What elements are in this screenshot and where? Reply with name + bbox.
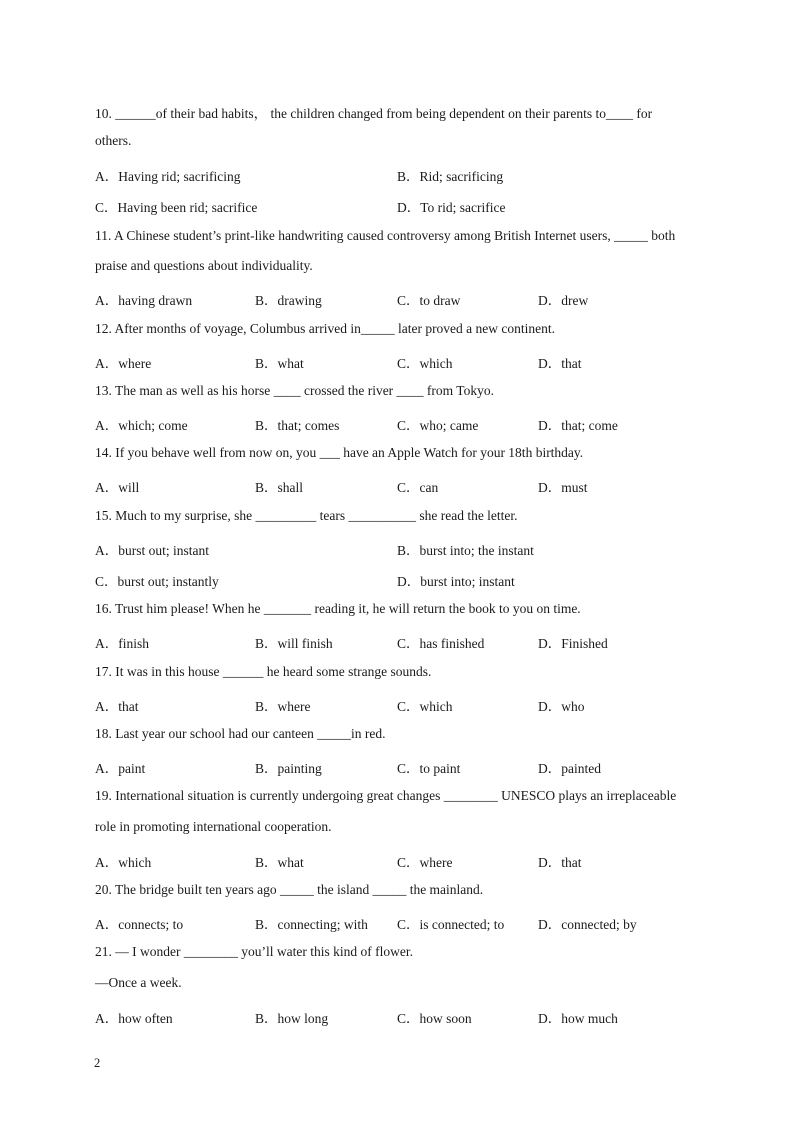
question-15-option-a: A．burst out; instant — [95, 543, 209, 558]
question-21-option-a: A．how often — [95, 1011, 173, 1026]
question-12-stem: 12. After months of voyage, Columbus arrived in_____ later proved a new continent. — [95, 321, 556, 336]
question-15-option-c: C．burst out; instantly — [95, 574, 219, 589]
question-21-answer-line: —Once a week. — [95, 975, 182, 990]
question-15-option-d: D．burst into; instant — [397, 574, 515, 589]
question-21-option-b: B．how long — [255, 1011, 329, 1026]
question-11-option-b: B．drawing — [255, 293, 322, 308]
question-14-option-b: B．shall — [255, 480, 304, 495]
question-13-option-b: B．that; comes — [255, 418, 340, 433]
question-13-option-a: A．which; come — [95, 418, 188, 433]
question-16-option-d: D．Finished — [538, 636, 608, 651]
question-16-option-c: C．has finished — [397, 636, 485, 651]
question-19-option-d: D．that — [538, 855, 582, 870]
question-14-stem: 14. If you behave well from now on, you ___ have an Apple Watch for your 18th birthday. — [95, 445, 584, 460]
question-15-option-b: B．burst into; the instant — [397, 543, 534, 558]
question-18-option-b: B．painting — [255, 761, 322, 776]
question-12-option-b: B．what — [255, 356, 304, 371]
question-10-option-c: C．Having been rid; sacrifice — [95, 200, 258, 215]
question-19-stem-cont: role in promoting international cooperation. — [95, 819, 332, 834]
question-17-stem: 17. It was in this house ______ he heard some strange sounds. — [95, 664, 432, 679]
question-11-stem-cont: praise and questions about individuality. — [95, 258, 313, 273]
question-17-option-d: D．who — [538, 699, 585, 714]
question-17-option-b: B．where — [255, 699, 311, 714]
question-12-option-c: C．which — [397, 356, 453, 371]
question-10-option-d: D．To rid; sacrifice — [397, 200, 506, 215]
question-11-option-d: D．drew — [538, 293, 589, 308]
question-10-option-a: A．Having rid; sacrificing — [95, 169, 241, 184]
question-16-stem: 16. Trust him please! When he _______ reading it, he will return the book to you on time. — [95, 601, 581, 616]
question-17-option-a: A．that — [95, 699, 139, 714]
question-18-option-a: A．paint — [95, 761, 146, 776]
question-19-option-a: A．which — [95, 855, 152, 870]
question-18-stem: 18. Last year our school had our canteen _____in red. — [95, 726, 386, 741]
question-10-option-b: B．Rid; sacrificing — [397, 169, 504, 184]
question-20-option-d: D．connected; by — [538, 917, 637, 932]
question-21-option-c: C．how soon — [397, 1011, 472, 1026]
page-number: 2 — [94, 1056, 101, 1070]
question-19-option-b: B．what — [255, 855, 304, 870]
question-11-option-a: A．having drawn — [95, 293, 193, 308]
question-16-option-b: B．will finish — [255, 636, 333, 651]
question-21-stem: 21. — I wonder ________ you’ll water this kind of flower. — [95, 944, 413, 959]
question-13-stem: 13. The man as well as his horse ____ crossed the river ____ from Tokyo. — [95, 383, 494, 398]
question-11-option-c: C．to draw — [397, 293, 461, 308]
question-17-option-c: C．which — [397, 699, 453, 714]
question-14-option-d: D．must — [538, 480, 588, 495]
question-10-stem-cont: others. — [95, 133, 132, 148]
question-21-option-d: D．how much — [538, 1011, 618, 1026]
question-10-stem: 10. ______of their bad habits， the children changed from being dependent on their parents to____ for — [95, 106, 653, 121]
question-11-stem: 11. A Chinese student’s print-like handwriting caused controversy among British Internet users, _____ both — [95, 228, 676, 243]
question-19-stem: 19. International situation is currently undergoing great changes ________ UNESCO plays an irreplaceable — [95, 788, 677, 803]
question-20-option-c: C．is connected; to — [397, 917, 505, 932]
question-13-option-d: D．that; come — [538, 418, 618, 433]
question-15-stem: 15. Much to my surprise, she _________ tears __________ she read the letter. — [95, 508, 518, 523]
question-19-option-c: C．where — [397, 855, 453, 870]
question-14-option-a: A．will — [95, 480, 140, 495]
question-12-option-a: A．where — [95, 356, 152, 371]
question-20-stem: 20. The bridge built ten years ago _____ the island _____ the mainland. — [95, 882, 484, 897]
question-18-option-d: D．painted — [538, 761, 601, 776]
question-20-option-b: B．connecting; with — [255, 917, 368, 932]
question-18-option-c: C．to paint — [397, 761, 461, 776]
question-20-option-a: A．connects; to — [95, 917, 184, 932]
question-13-option-c: C．who; came — [397, 418, 479, 433]
question-14-option-c: C．can — [397, 480, 439, 495]
question-12-option-d: D．that — [538, 356, 582, 371]
question-16-option-a: A．finish — [95, 636, 149, 651]
